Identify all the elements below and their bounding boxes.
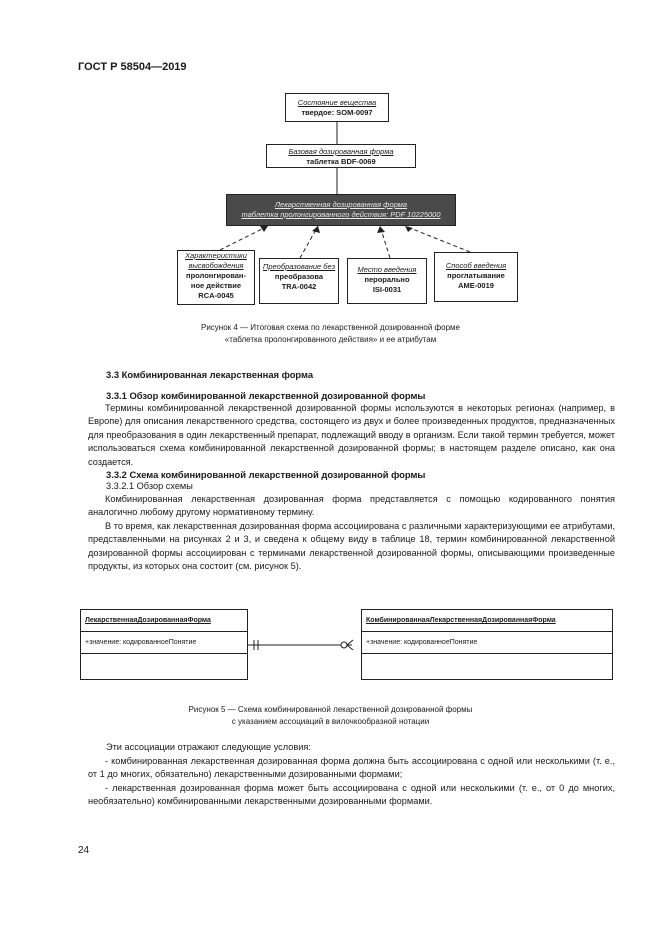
release-characteristics-box [177,250,255,305]
release-label: Характеристики высвобождения [185,251,247,270]
uml-class-attribute: +значение: кодированноеПонятие [81,632,247,654]
transformation-code: TRA-0042 [281,282,317,291]
uml-class-dose-form [80,609,248,680]
uml-class-attribute: +значение: кодированноеПонятие [362,632,612,654]
transformation-value: преобразова [274,272,324,281]
method-code: AME-0019 [458,281,494,290]
administration-method-box [434,252,518,302]
uml-class-name: КомбинированнаяЛекарственнаяДозированнаяФорма [362,610,612,632]
condition-item: - комбинированная лекарственная дозированная форма должна быть ассоциирована с одной или несколькими (т. е., от 1 до многих, обязательно) лекарственными дозированными формами; [88,756,615,780]
section-3-3-2-text2: В то время, как лекарственная дозированная форма ассоциирована с различными характеризующими ее атрибутами, представленными на рисунках 2 и 3, и сведена к общему виду в таблице 18, термин комбинированной лекарственной дозированной формы ассоциирован с терминами лекарственной дозированной формы, описывающими произведенные продукты, из которых она состоит (см. рисунок 5). [88,521,615,572]
transformation-box [259,258,339,304]
dose-form-label: Лекарственная дозированная форма [274,200,408,209]
document-header: ГОСТ Р 58504—2019 [78,61,187,73]
state-of-matter-box [285,93,389,122]
transformation-label: Преобразование без [262,262,336,271]
site-code: ISI-0031 [372,285,402,294]
figure4-caption [60,322,601,346]
basic-dose-form-box [266,144,416,168]
site-value: перорально [364,275,410,284]
uml-class-name: ЛекарственнаяДозированнаяФорма [81,610,247,632]
method-value: проглатывание [447,271,505,280]
basic-dose-form-value: таблетка BDF-0069 [306,157,376,166]
condition-item: - лекарственная дозированная форма может быть ассоциирована с одной или несколькими (т. е., от 0 до многих, необязательно) комбинированными лекарственными дозированными формами. [88,783,615,807]
section-3-3-2-text1: Комбинированная лекарственная дозированная форма представляется с помощью кодированного понятия аналогично любому другому нормативному термину. [88,494,615,518]
uml-class-combined-dose-form [361,609,613,680]
site-label: Место введения [357,265,417,274]
figure5-caption [60,704,601,728]
release-value-line: пролонгирован- [186,271,246,280]
conditions-intro: Эти ассоциации отражают следующие условия: [106,742,311,752]
method-label: Способ введения [445,261,507,270]
section-3-3-2-1-title: 3.3.2.1 Обзор схемы [106,481,193,491]
figure5-caption-line: Рисунок 5 — Схема комбинированной лекарственной дозированной формы [188,705,473,714]
release-code: RCA-0045 [198,291,234,300]
dose-form-value: таблетка пролонгированного действия: PDF 10225000 [241,210,441,219]
intended-site-box [347,258,427,304]
uml-class-methods [81,654,247,686]
figure4-caption-line: «таблетка пролонгированного действия» и ее атрибутам [224,335,437,344]
section-3-3-title: 3.3 Комбинированная лекарственная форма [106,369,314,380]
uml-class-methods [362,654,612,686]
section-3-3-2-title: 3.3.2 Схема комбинированной лекарственной дозированной формы [106,469,426,480]
section-3-3-1-title: 3.3.1 Обзор комбинированной лекарственной дозированной формы [106,390,426,401]
basic-dose-form-label: Базовая дозированная форма [288,147,394,156]
pharmaceutical-dose-form-box [226,194,456,226]
page-number: 24 [78,845,90,856]
state-value: твердое: SOM-0097 [301,108,373,117]
section-3-3-1-text: Термины комбинированной лекарственной дозированной формы используются в некоторых регионах (например, в Европе) для описания лекарственного средства, состоящего из двух и более произведенных продуктов, предназначенных для преобразования в один лекарственный препарат, подлежащий вводу в организм. Если такой термин требуется, может использоваться схема комбинированной лекарственной дозированной формы; в настоящем разделе описано, как она создается. [88,403,615,467]
figure4-caption-line: Рисунок 4 — Итоговая схема по лекарственной дозированной форме [201,323,460,332]
state-label: Состояние вещества [297,98,377,107]
figure5-caption-line: с указанием ассоциаций в вилочкообразной нотации [231,717,430,726]
release-value-line: ное действие [190,281,242,290]
